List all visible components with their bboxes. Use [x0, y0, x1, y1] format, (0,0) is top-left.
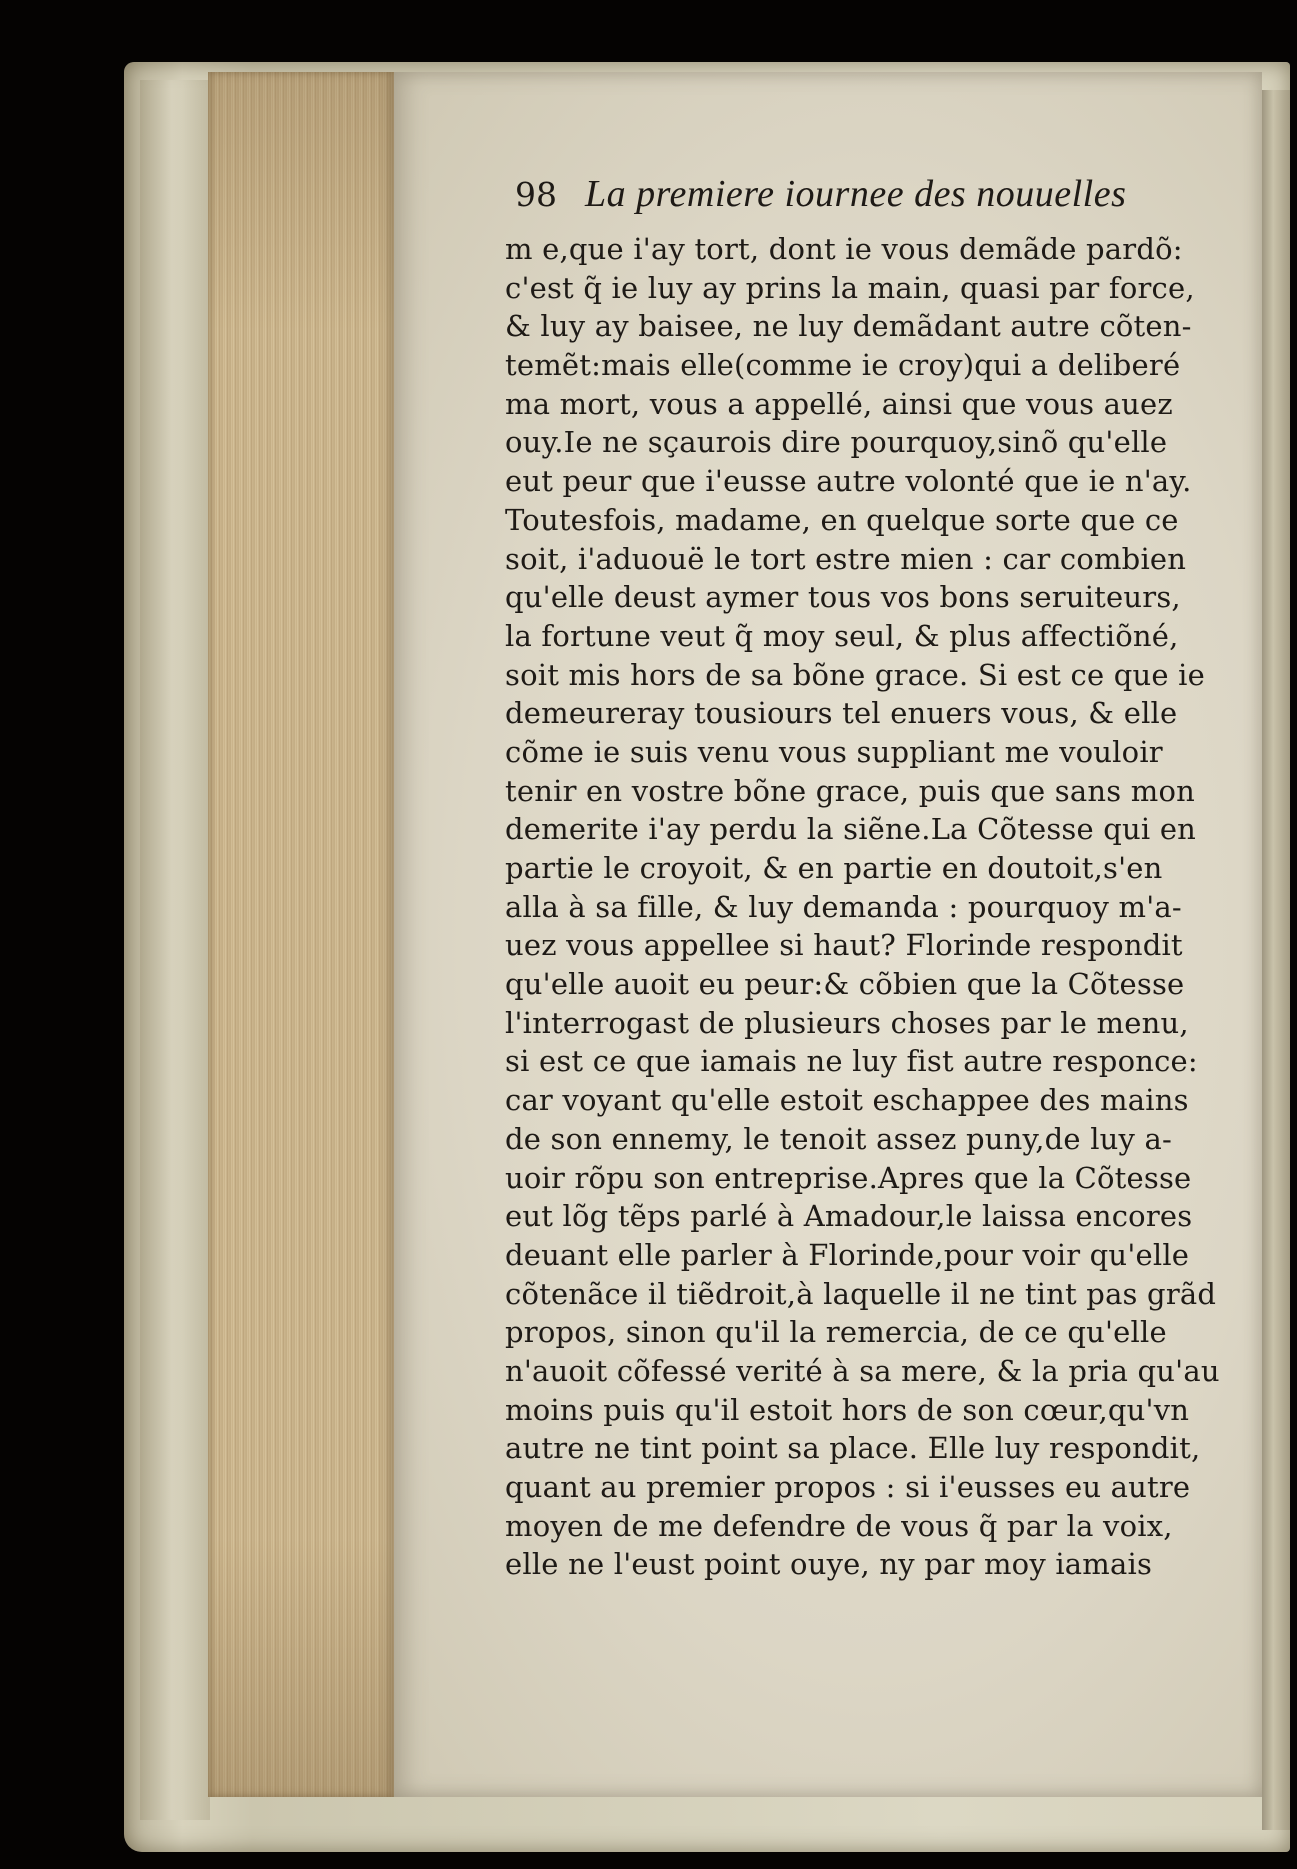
text-line: ouy.Ie ne sçaurois dire pourquoy,sinõ qu'elle [505, 425, 1168, 460]
text-line: moyen de me defendre de vous q̃ par la voix, [505, 1508, 1173, 1543]
text-line: soit, i'aduouë le tort estre mien : car combien [505, 541, 1187, 576]
page-number: 98 [515, 175, 557, 214]
text-line: eut peur que i'eusse autre volonté que ie n'ay. [505, 464, 1192, 499]
text-line: m e,que i'ay tort, dont ie vous demãde pardõ: [505, 232, 1183, 266]
text-line: cõtenãce il tiẽdroit,à laquelle il ne tint pas grãd [505, 1276, 1217, 1311]
text-line: qu'elle auoit eu peur:& cõbien que la Cõtesse [505, 967, 1185, 1002]
text-line: elle ne l'eust point ouye, ny par moy iamais [505, 1547, 1153, 1582]
page-content [505, 172, 1245, 1584]
cover-fold [140, 80, 210, 1820]
text-line: l'interrogast de plusieurs choses par le menu, [505, 1005, 1189, 1040]
text-line: soit mis hors de sa bõne grace. Si est ce que ie [505, 657, 1205, 692]
text-line: eut lõg tẽps parlé à Amadour,le laissa encores [505, 1199, 1193, 1234]
text-line: moins puis qu'il estoit hors de son cœur,qu'vn [505, 1392, 1190, 1427]
text-line: partie le croyoit, & en partie en doutoit,s'en [505, 851, 1163, 885]
text-line: cõme ie suis venu vous suppliant me vouloir [505, 734, 1163, 769]
text-line: uoir rõpu son entreprise.Apres que la Cõtesse [505, 1160, 1192, 1195]
text-line: & luy ay baisee, ne luy demãdant autre cõten- [505, 309, 1192, 344]
text-line: de son ennemy, le tenoit assez puny,de luy a- [505, 1121, 1173, 1156]
text-line: propos, sinon qu'il la remercia, de ce qu'elle [505, 1315, 1167, 1350]
page-edges-shading [208, 72, 394, 1797]
text-line: n'auoit cõfessé verité à sa mere, & la pria qu'au [505, 1353, 1220, 1388]
text-line: uez vous appellee si haut? Florinde respondit [505, 928, 1183, 963]
text-line: autre ne tint point sa place. Elle luy respondit, [505, 1431, 1201, 1466]
running-head-title: La premiere iournee des nouuelles [585, 173, 1127, 215]
text-line: qu'elle deust aymer tous vos bons seruiteurs, [505, 580, 1181, 615]
text-line: temẽt:mais elle(comme ie croy)qui a deliberé [505, 348, 1181, 383]
text-line: la fortune veut q̃ moy seul, & plus affectiõné, [505, 618, 1179, 653]
text-line: ma mort, vous a appellé, ainsi que vous auez [505, 386, 1173, 421]
text-block [505, 230, 1245, 1584]
binding-edge [1262, 90, 1290, 1830]
text-line: quant au premier propos : si i'eusses eu autre [505, 1470, 1191, 1504]
text-line: demeureray tousiours tel enuers vous, & elle [505, 696, 1178, 731]
text-line: demerite i'ay perdu la siẽne.La Cõtesse qui en [505, 812, 1197, 847]
text-line: Toutesfois, madame, en quelque sorte que ce [505, 502, 1179, 537]
text-line: tenir en vostre bõne grace, puis que sans mon [505, 773, 1195, 808]
text-line: c'est q̃ ie luy ay prins la main, quasi par force, [505, 270, 1195, 305]
text-line: si est ce que iamais ne luy fist autre responce: [505, 1044, 1198, 1079]
text-line: car voyant qu'elle estoit eschappee des mains [505, 1083, 1189, 1118]
running-head [505, 172, 1245, 222]
text-line: deuant elle parler à Florinde,pour voir qu'elle [505, 1237, 1190, 1272]
text-line: alla à sa fille, & luy demanda : pourquoy m'a- [505, 889, 1182, 924]
